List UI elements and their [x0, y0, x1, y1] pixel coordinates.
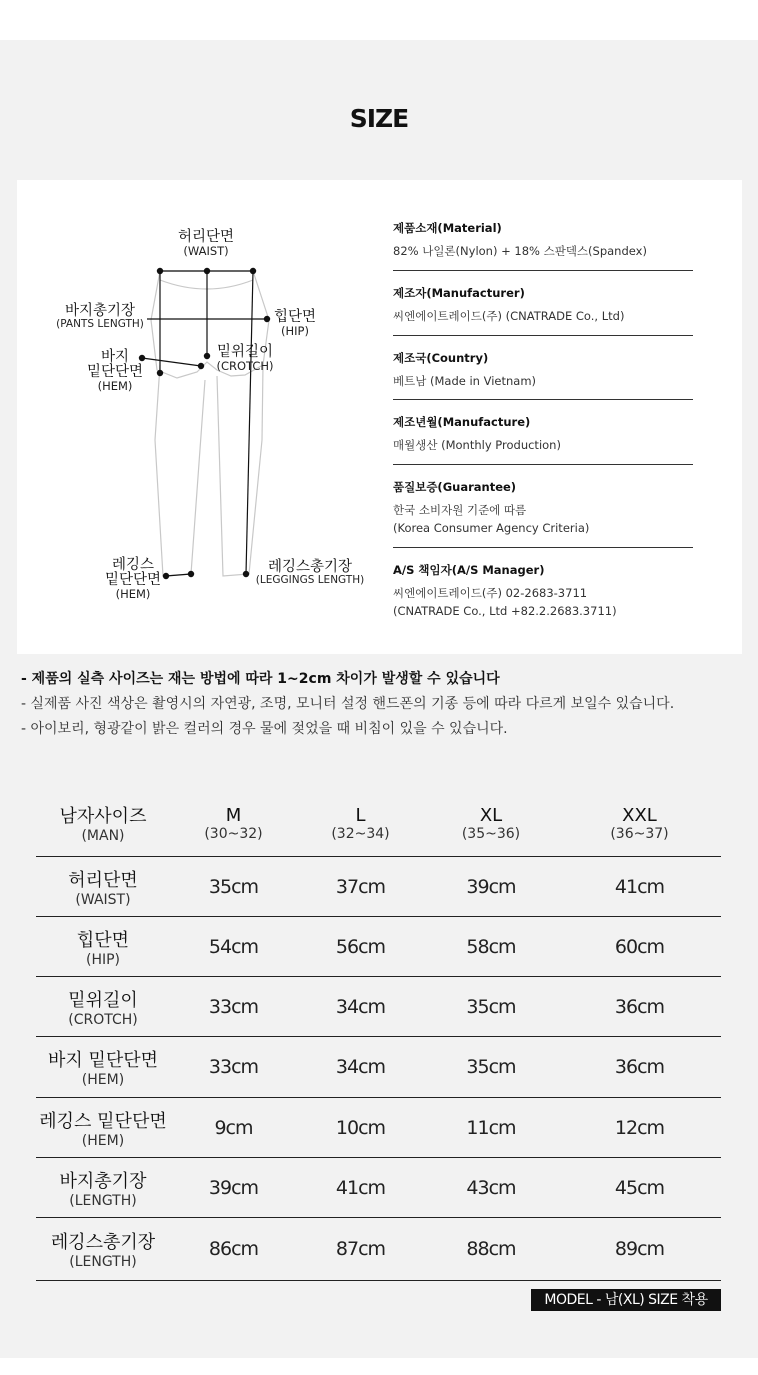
value-cell: 58cm [424, 917, 558, 977]
notice-item: - 아이보리, 형광같이 밝은 컬러의 경우 물에 젖었을 때 비침이 있을 수 있습니다. [21, 721, 508, 737]
info-as-manager: A/S 책임자(A/S Manager) 씨엔에이트레이드(주) 02-2683-3711 (CNATRADE Co., Ltd +82.2.2683.3711) [393, 562, 617, 618]
crotch-label: 밑위길이 (CROTCH) [216, 344, 274, 374]
value-cell: 88cm [424, 1218, 558, 1281]
row-header: 밑위길이 (CROTCH) [36, 977, 170, 1037]
info-guarantee: 품질보증(Guarantee) 한국 소비자원 기준에 따름 (Korea Consumer Agency Criteria) [393, 475, 693, 548]
table-row-crotch [36, 977, 721, 1037]
value-cell: 39cm [170, 1158, 297, 1218]
value-cell: 35cm [170, 857, 297, 917]
leggings-length-label: 레깅스총기장 (LEGGINGS LENGTH) [255, 559, 365, 587]
corner-cell: 남자사이즈 (MAN) [36, 790, 170, 857]
size-header-l: L (32~34) [297, 790, 424, 857]
value-cell: 87cm [297, 1218, 424, 1281]
row-header: 바지총기장 (LENGTH) [36, 1158, 170, 1218]
row-header: 레깅스 밑단단면 (HEM) [36, 1098, 170, 1158]
info-manufacturer: 제조자(Manufacturer) 씨엔에이트레이드(주) (CNATRADE Co., Ltd) [393, 281, 693, 336]
leggings-length-line [246, 271, 253, 574]
info-material: 제품소재(Material) 82% 나일론(Nylon) + 18% 스판덱스(Spandex) [393, 216, 693, 271]
notice-list [21, 667, 741, 742]
waist-label: 허리단면 (WAIST) [177, 229, 235, 259]
leggings-hem-label: 레깅스 밑단단면 (HEM) [104, 557, 162, 602]
model-size-badge: MODEL - 남(XL) SIZE 착용 [531, 1289, 721, 1311]
size-header-m: M (30~32) [170, 790, 297, 857]
value-cell: 45cm [558, 1158, 721, 1218]
leggings-right-leg [217, 365, 263, 576]
value-cell: 86cm [170, 1218, 297, 1281]
value-cell: 36cm [558, 977, 721, 1037]
value-cell: 43cm [424, 1158, 558, 1218]
value-cell: 56cm [297, 917, 424, 977]
table-row-leggings-length [36, 1218, 721, 1281]
value-cell: 12cm [558, 1098, 721, 1158]
info-manufacture-date: 제조년월(Manufacture) 매월생산 (Monthly Production) [393, 410, 693, 465]
row-header: 바지 밑단단면 (HEM) [36, 1037, 170, 1098]
value-cell: 35cm [424, 977, 558, 1037]
value-cell: 34cm [297, 977, 424, 1037]
value-cell: 89cm [558, 1218, 721, 1281]
value-cell: 33cm [170, 1037, 297, 1098]
notice-item: - 제품의 실측 사이즈는 재는 방법에 따라 1~2cm 차이가 발생할 수 있습니다 [21, 671, 500, 687]
info-country: 제조국(Country) 베트남 (Made in Vietnam) [393, 346, 693, 401]
value-cell: 37cm [297, 857, 424, 917]
leggings-hem-right [188, 571, 193, 576]
table-row-leggings-hem [36, 1098, 721, 1158]
leggings-left-leg [155, 365, 205, 576]
value-cell: 60cm [558, 917, 721, 977]
value-cell: 9cm [170, 1098, 297, 1158]
row-header: 힙단면 (HIP) [36, 917, 170, 977]
size-table [36, 790, 721, 1281]
notice-item: - 실제품 사진 색상은 촬영시의 자연광, 조명, 모니터 설정 핸드폰의 기종 등에 따라 다르게 보일수 있습니다. [21, 696, 675, 712]
size-header-xl: XL (35~36) [424, 790, 558, 857]
pants-length-end [157, 370, 162, 375]
value-cell: 39cm [424, 857, 558, 917]
size-table-header [36, 790, 721, 857]
row-header: 허리단면 (WAIST) [36, 857, 170, 917]
table-row-waist [36, 857, 721, 917]
value-cell: 36cm [558, 1037, 721, 1098]
product-info-list [393, 216, 693, 640]
row-header: 레깅스총기장 (LENGTH) [36, 1218, 170, 1281]
size-header-xxl: XXL (36~37) [558, 790, 721, 857]
value-cell: 34cm [297, 1037, 424, 1098]
pants-length-label: 바지총기장 (PANTS LENGTH) [56, 303, 144, 331]
value-cell: 54cm [170, 917, 297, 977]
size-info-card [17, 180, 742, 654]
pants-hem-right [198, 363, 203, 368]
value-cell: 11cm [424, 1098, 558, 1158]
table-row-pants-length [36, 1158, 721, 1218]
value-cell: 35cm [424, 1037, 558, 1098]
page-title: SIZE [349, 104, 409, 133]
value-cell: 41cm [558, 857, 721, 917]
measurement-diagram [17, 180, 387, 654]
table-row-pants-hem [36, 1037, 721, 1098]
value-cell: 33cm [170, 977, 297, 1037]
hip-label: 힙단면 (HIP) [273, 309, 317, 339]
value-cell: 41cm [297, 1158, 424, 1218]
pants-hem-label: 바지 밑단단면 (HEM) [86, 349, 144, 394]
value-cell: 10cm [297, 1098, 424, 1158]
table-row-hip [36, 917, 721, 977]
